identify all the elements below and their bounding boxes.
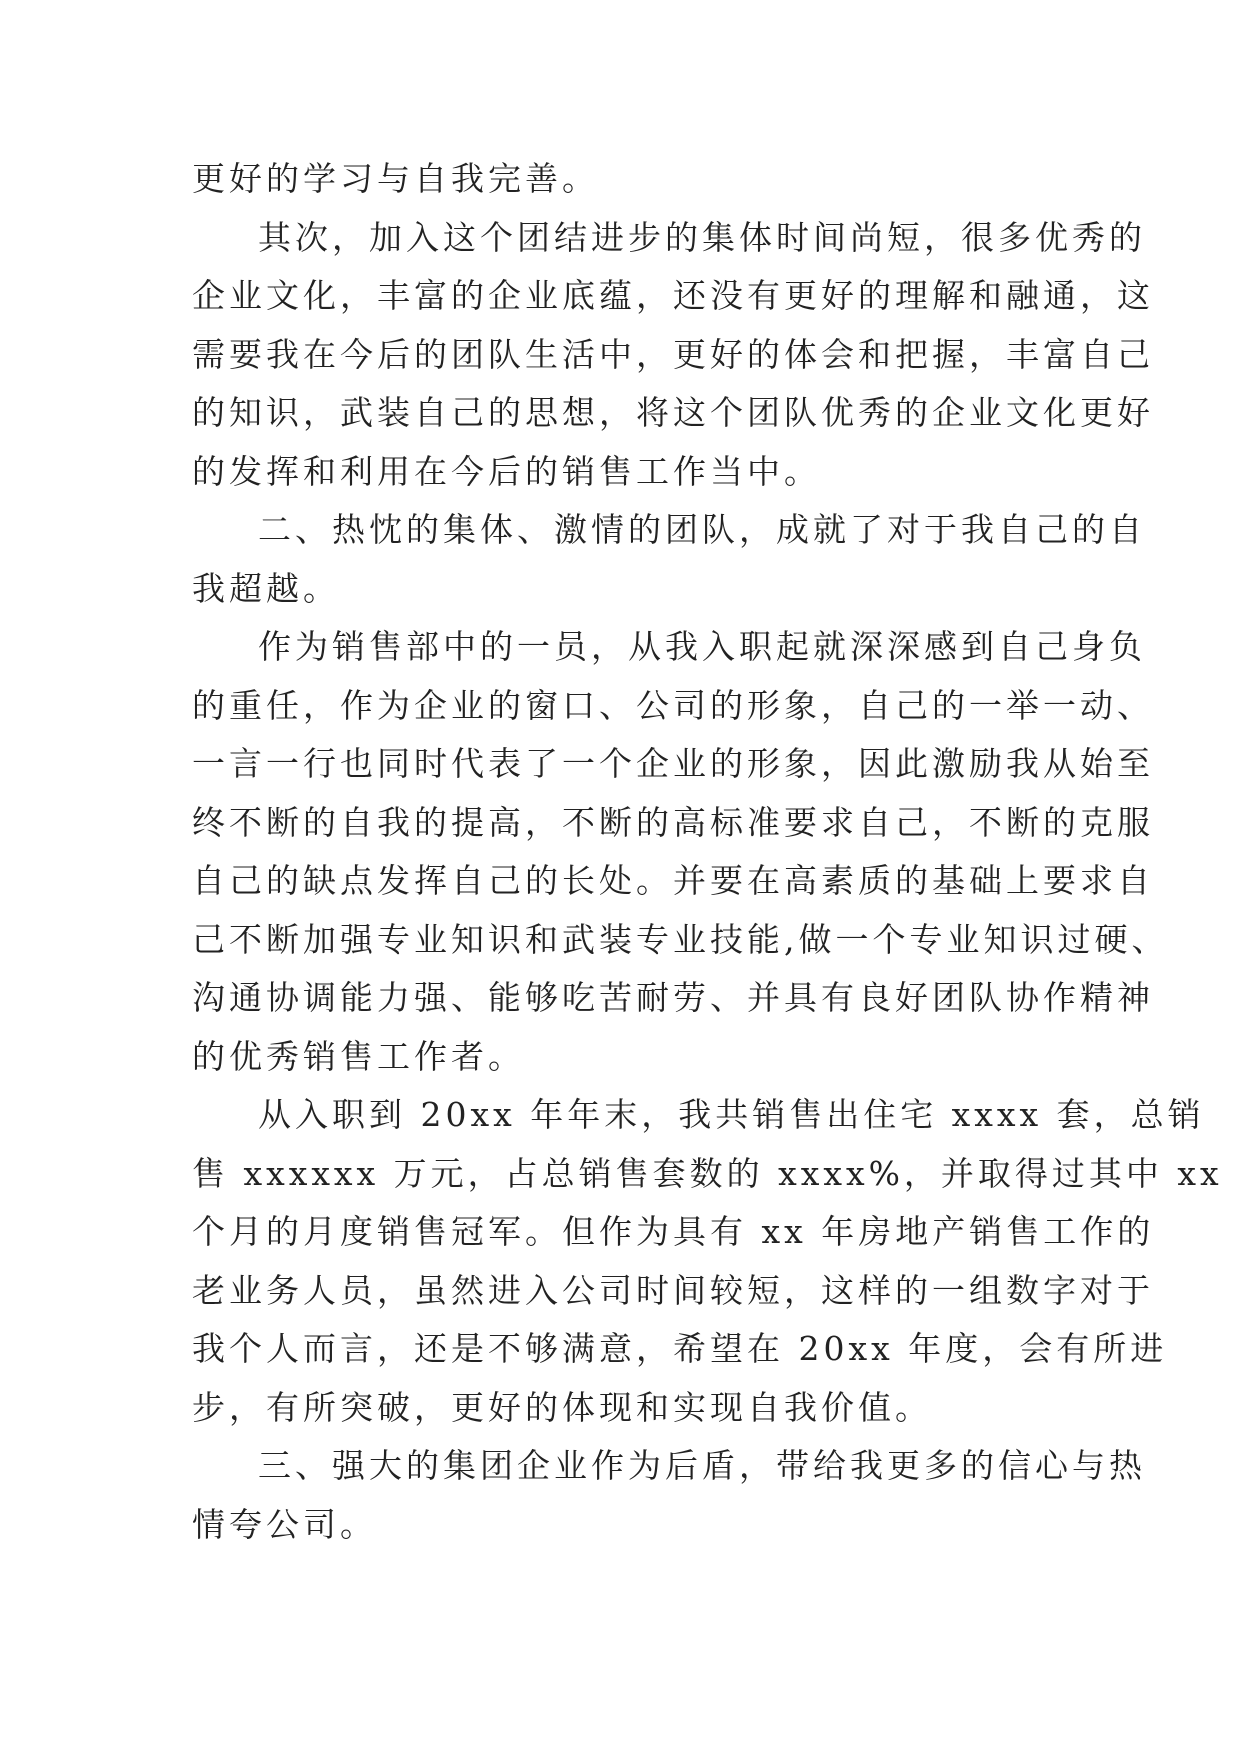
text-line: 己不断加强专业知识和武装专业技能,做一个专业知识过硬、 [192, 919, 1169, 959]
text-line: 售 xxxxxx 万元，占总销售套数的 xxxx%，并取得过其中 xx [192, 1153, 1223, 1193]
paragraph-start-line: 作为销售部中的一员，从我入职起就深深感到自己身负 [258, 627, 1146, 666]
text-line: 一言一行也同时代表了一个企业的形象，因此激励我从始至 [192, 744, 1154, 783]
paragraph-start-line: 其次，加入这个团结进步的集体时间尚短，很多优秀的 [258, 217, 1146, 257]
text-line: 老业务人员，虽然进入公司时间较短，这样的一组数字对于 [192, 1270, 1154, 1310]
section-heading-line: 二、热忱的集体、激情的团队，成就了对于我自己的自 [258, 510, 1146, 549]
text-line: 自己的缺点发挥自己的长处。并要在高素质的基础上要求自 [192, 861, 1154, 900]
text-line: 的知识，武装自己的思想，将这个团队优秀的企业文化更好 [192, 393, 1154, 432]
text-line: 企业文化，丰富的企业底蕴，还没有更好的理解和融通，这 [192, 276, 1154, 315]
text-line: 沟通协调能力强、能够吃苦耐劳、并具有良好团队协作精神 [192, 978, 1154, 1017]
text-line: 个月的月度销售冠军。但作为具有 xx 年房地产销售工作的 [192, 1212, 1155, 1251]
text-line: 需要我在今后的团队生活中，更好的体会和把握，丰富自己 [192, 334, 1154, 374]
section-heading-line: 三、强大的集团企业作为后盾，带给我更多的信心与热 [258, 1446, 1146, 1485]
text-line: 更好的学习与自我完善。 [192, 159, 599, 198]
text-line: 终不断的自我的提高，不断的高标准要求自己，不断的克服 [192, 802, 1154, 842]
paragraph-start-line: 从入职到 20xx 年年末，我共销售出住宅 xxxx 套，总销 [258, 1095, 1205, 1134]
text-line: 情夸公司。 [192, 1504, 377, 1544]
text-line: 我个人而言，还是不够满意，希望在 20xx 年度，会有所进 [192, 1329, 1168, 1368]
text-line: 我超越。 [192, 568, 340, 608]
text-line: 的重任，作为企业的窗口、公司的形象，自己的一举一动、 [192, 685, 1154, 725]
text-line: 的发挥和利用在今后的销售工作当中。 [192, 451, 821, 491]
text-line: 步，有所突破，更好的体现和实现自我价值。 [192, 1387, 932, 1427]
document-body [192, 150, 1223, 1554]
text-line: 的优秀销售工作者。 [192, 1036, 525, 1076]
